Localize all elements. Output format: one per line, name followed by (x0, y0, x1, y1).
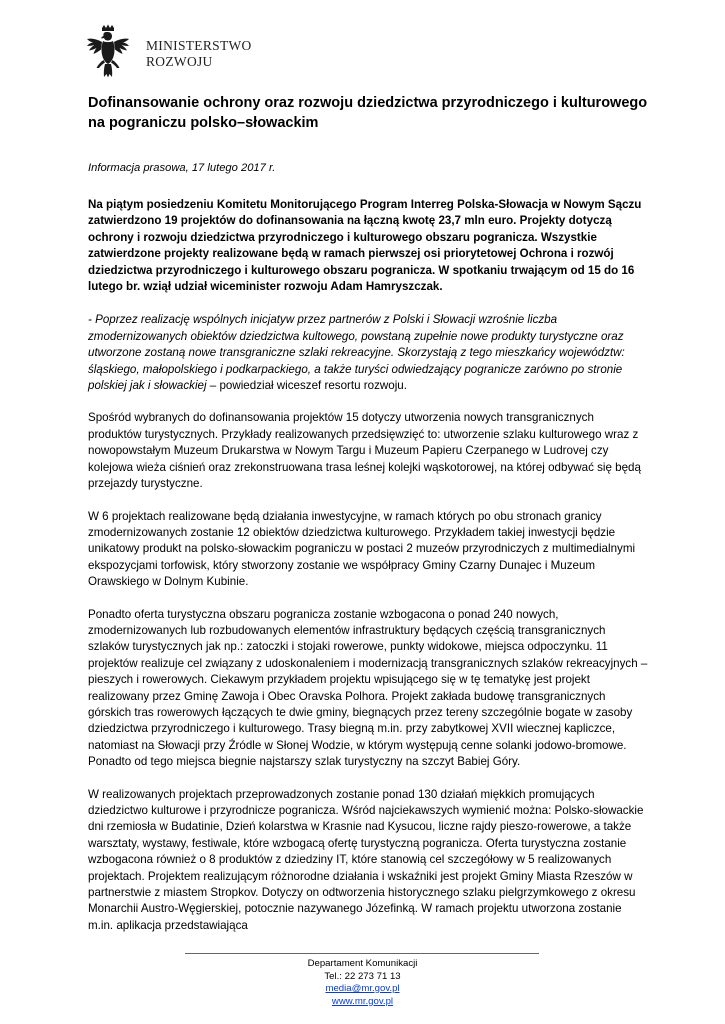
lead-paragraph: Na piątym posiedzeniu Komitetu Monitorującego Program Interreg Polska-Słowacja w Nowym Sączu zatwierdzono 19 projektów do dofinansowania na łączną kwotę 23,7 mln euro. Projekty dotyczą ochrony i rozwoju dziedzictwa przyrodniczego i kulturowego obszaru pogranicza. Wszystkie zatwierdzone projekty realizowane będą w ramach pierwszej osi priorytetowej Ochrona i rozwój dziedzictwa przyrodniczego i kulturowego obszaru pogranicza. W spotkaniu trwającym od 15 do 16 lutego br. wziął udział wiceminister rozwoju Adam Hamryszczak. (88, 198, 642, 294)
footer-website-link[interactable]: www.mr.gov.pl (331, 995, 394, 1007)
footer-email-link[interactable]: media@mr.gov.pl (325, 983, 400, 994)
body-paragraph: Spośród wybranych do dofinansowania projektów 15 dotyczy utworzenia nowych transgranicznych produktów turystycznych. Przykłady realizowanych przedsięwzięć to: utworzenie szlaku kulturowego wraz z nowopowstałym Muzeum Drukarstwa w Nowym Targu i Muzeum Papieru Czerpanego w Ludrovej czy kolejowa wieża ciśnień oraz zrekonstruowana trasa leśnej kolejki wąskotorowej, na której odbywać się będą przejazdy turystyczne. (88, 411, 641, 491)
footer-department: Departament Komunikacji (307, 958, 418, 969)
body-paragraph: W 6 projektach realizowane będą działania inwestycyjne, w ramach których po obu stronach granicy zmodernizowanych zostanie 12 obiektów dziedzictwa kulturowego. Przykładem takiej inwestycji będzie unikatowy produkt na polsko-słowackim pograniczu w postaci 2 muzeów przyrodniczych z multimedialnymi ekspozycjami torfowisk, który stworzony zostanie we współpracy Gminy Czarny Dunajec i Muzeum Orawskiego w Dolnym Kubinie. (88, 509, 636, 589)
ministry-logo (86, 20, 256, 80)
body-paragraph: W realizowanych projektach przeprowadzonych zostanie ponad 130 działań miękkich promujących dziedzictwo kulturowe i przyrodnicze pogranicza. Wśród najciekawszych wymienić można: Polsko-słowackie dni rzemiosła w Budatinie, Dzień kolarstwa w Krasnie nad Kysucou, liczne rajdy pieszo-rowerowe, a także warsztaty, wystawy, festiwale, które wzbogacą ofertę turystyczną pogranicza. Oferta turystyczna zostanie wzbogacona również o 8 produktów z dziedziny IT, które stanowią cel szczegółowy w 5 realizowanych projektach. Projektem realizującym różnorodne działania i wskaźniki jest projekt Gminy Miasta Rzeszów w partnerstwie z miastem Stropkov. Dotyczy on odtworzenia historycznego szlaku pielgrzymkowego z okresu Monarchii Austro-Węgierskiej, potocznie nazywanego Józefinką. W ramach projektu utworzona zostanie m.in. aplikacja przedstawiająca (88, 787, 644, 932)
footer-phone: Tel.: 22 273 71 13 (324, 970, 401, 982)
white-eagle-emblem-icon (86, 24, 130, 78)
ministry-name-line1: MINISTERSTWO (146, 38, 252, 53)
quote-text: - Poprzez realizację wspólnych inicjatyw przez partnerów z Polski i Słowacji wzrośnie liczba zmodernizowanych obiektów dziedzictwa kultowego, powstaną zupełnie nowe produkty turystyczne oraz utworzone zostaną nowe transgraniczne szlaki rekreacyjne. Skorzystają z tego mieszkańcy województw: śląskiego, małopolskiego i podkarpackiego, a także turyści odwiedzający pogranicze zarówno po stronie polskiej jak i słowackiej (88, 313, 625, 393)
ministry-name-line2: ROZWOJU (146, 54, 213, 69)
page-title: Dofinansowanie ochrony oraz rozwoju dziedzictwa przyrodniczego i kulturowego na pograniczu polsko–słowackim (88, 95, 648, 131)
ministry-name (146, 38, 252, 70)
footer-divider (185, 953, 539, 954)
quote-attribution: – powiedział wiceszef resortu rozwoju. (206, 379, 407, 393)
press-release-date: Informacja prasowa, 17 lutego 2017 r. (88, 162, 276, 174)
article-body (88, 93, 648, 934)
body-paragraph: Ponadto oferta turystyczna obszaru pogranicza zostanie wzbogacona o ponad 240 nowych, zmodernizowanych lub rozbudowanych elementów infrastruktury będących częścią transgranicznych szlaków turystycznych jak np.: zatoczki i stojaki rowerowe, punkty widokowe, miejsca odpoczynku. 11 projektów realizuje cel związany z udoskonaleniem i modernizacją transgranicznych szlaków rekreacyjnych – pieszych i rowerowych. Ciekawym przykładem projektu wpisującego się w tę tematykę jest projekt realizowany przez Gminę Zawoja i Obec Oravska Polhora. Projekt zakłada budowę transgranicznych górskich tras rowerowych łączących te dwie gminy, biegnących przez tereny szczególnie bogate w zasoby dziedzictwa przyrodniczego i kulturowego. Trasy biegną m.in. przy zabytkowej XVII wiecznej kapliczce, natomiast na Słowacji przy Źródle w Słonej Wodzie, w którym występują cenne solanki jodowo-bromowe. Ponadto od tego miejsca biegnie najstarszy szlak turystyczny na szczyt Babiej Góry. (88, 607, 648, 769)
footer-contact (0, 958, 725, 1008)
quote-paragraph (88, 312, 648, 394)
